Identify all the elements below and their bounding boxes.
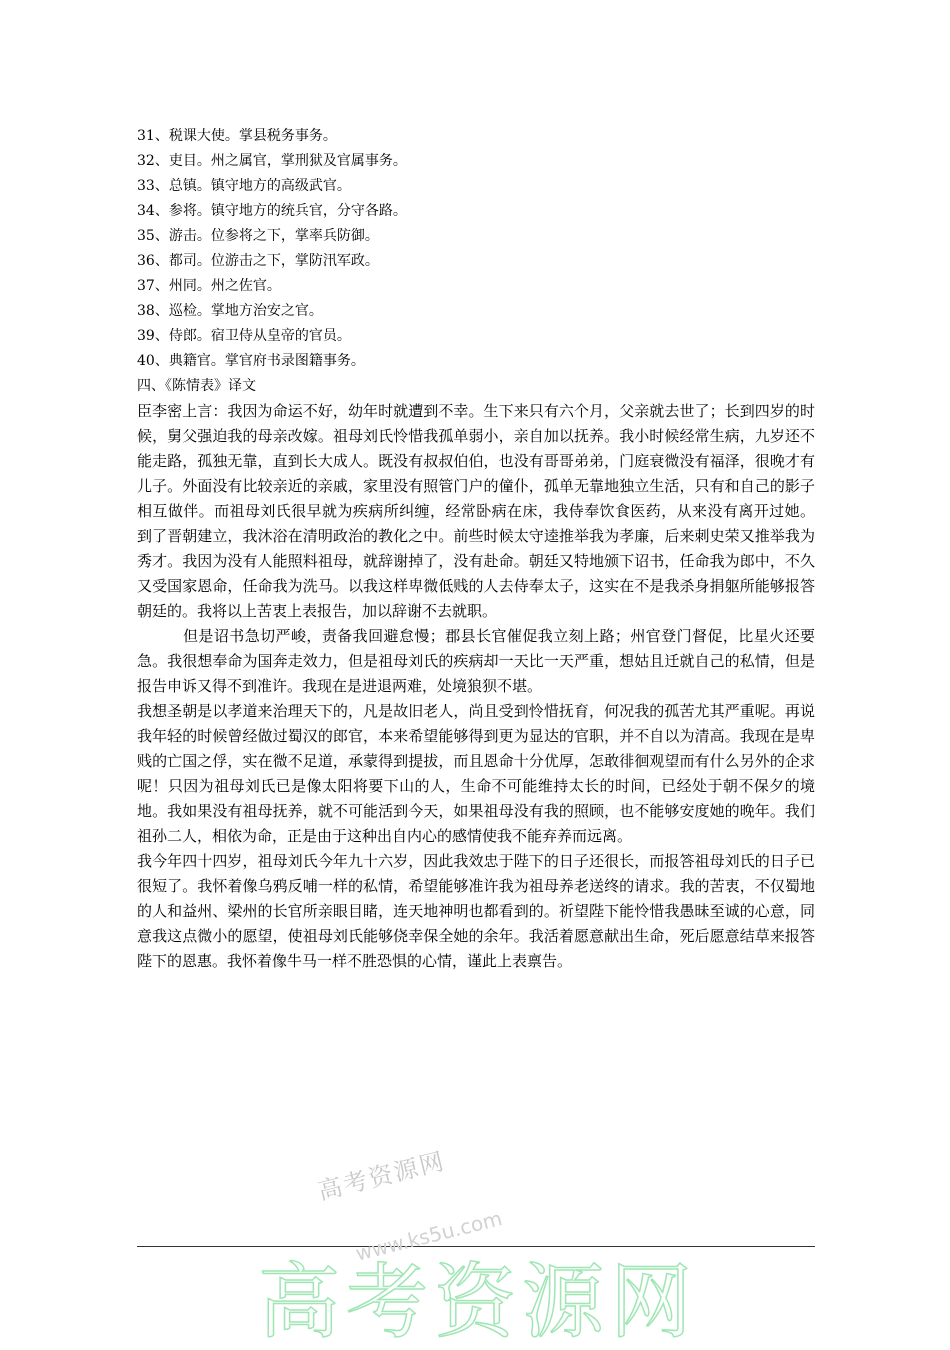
list-item: 36、都司。位游击之下，掌防汛军政。 bbox=[137, 253, 379, 269]
document-body bbox=[137, 124, 815, 974]
watermark-text: 高考资源网 bbox=[315, 1146, 449, 1206]
paragraph: 我想圣朝是以孝道来治理天下的，凡是故旧老人，尚且受到怜惜抚育，何况我的孤苦尤其严重呢。再说我年轻的时候曾经做过蜀汉的郎官，本来希望能够得到更为显达的官职，并不自以为清高。我现在是卑贱的亡国之俘，实在微不足道，承蒙得到提拔，而且恩命十分优厚，怎敢徘徊观望而有什么另外的企求呢！只因为祖母刘氏已是像太阳将要下山的人，生命不可能维持太长的时间，已经处于朝不保夕的境地。我如果没有祖母抚养，就不可能活到今天，如果祖母没有我的照顾，也不能够安度她的晚年。我们祖孙二人，相依为命，正是由于这种出自内心的感情使我不能弃养而远离。 bbox=[137, 702, 815, 845]
list-item: 31、税课大使。掌县税务事务。 bbox=[137, 128, 337, 144]
paragraph: 臣李密上言：我因为命运不好，幼年时就遭到不幸。生下来只有六个月，父亲就去世了；长到四岁的时候，舅父强迫我的母亲改嫁。祖母刘氏怜惜我孤单弱小，亲自加以抚养。我小时候经常生病，九岁还不能走路，孤独无靠，直到长大成人。既没有叔叔伯伯，也没有哥哥弟弟，门庭衰微没有福泽，很晚才有儿子。外面没有比较亲近的亲戚，家里没有照管门户的僮仆，孤单无靠地独立生活，只有和自己的影子相互做伴。而祖母刘氏很早就为疾病所纠缠，经常卧病在床，我侍奉饮食医药，从来没有离开过她。 到了晋朝建立，我沐浴在清明政治的教化之中。前些时候太守逵推举我为孝廉，后来刺史荣又推举我为秀才。我因为没有人能照料祖母，就辞谢掉了，没有赴命。朝廷又特地颁下诏书，任命我为郎中，不久又受国家恩命，任命我为洗马。以我这样卑微低贱的人去侍奉太子，这实在不是我杀身捐躯所能够报答朝廷的。我将以上苦衷上表报告，加以辞谢不去就职。 bbox=[137, 402, 815, 620]
paragraph: 但是诏书急切严峻，责备我回避怠慢；郡县长官催促我立刻上路；州官登门督促，比星火还要急。我很想奉命为国奔走效力，但是祖母刘氏的疾病却一天比一天严重，想姑且迁就自己的私情，但是报告申诉又得不到准许。我现在是进退两难，处境狼狈不堪。 bbox=[137, 627, 815, 695]
list-item: 38、巡检。掌地方治安之官。 bbox=[137, 303, 323, 319]
glossary-list bbox=[137, 124, 815, 374]
list-item: 34、参将。镇守地方的统兵官，分守各路。 bbox=[137, 203, 407, 219]
paragraph: 我今年四十四岁，祖母刘氏今年九十六岁，因此我效忠于陛下的日子还很长，而报答祖母刘氏的日子已很短了。我怀着像乌鸦反哺一样的私情，希望能够准许我为祖母养老送终的请求。我的苦衷，不仅蜀地的人和益州、梁州的长官所亲眼目睹，连天地神明也都看到的。祈望陛下能怜惜我愚昧至诚的心意，同意我这点微小的愿望，使祖母刘氏能够侥幸保全她的余年。我活着愿意献出生命，死后愿意结草来报答陛下的恩惠。我怀着像牛马一样不胜恐惧的心情，谨此上表禀告。 bbox=[137, 852, 815, 970]
list-item: 40、典籍官。掌官府书录图籍事务。 bbox=[137, 353, 365, 369]
list-item: 35、游击。位参将之下，掌率兵防御。 bbox=[137, 228, 379, 244]
list-item: 39、侍郎。宿卫侍从皇帝的官员。 bbox=[137, 328, 351, 344]
list-item: 32、吏目。州之属官，掌刑狱及官属事务。 bbox=[137, 153, 407, 169]
footer-divider bbox=[137, 1246, 815, 1247]
list-item: 33、总镇。镇守地方的高级武官。 bbox=[137, 178, 351, 194]
watermark-url: www.ks5u.com bbox=[353, 1206, 505, 1266]
section-heading: 四、《陈情表》译文 bbox=[137, 378, 256, 394]
watermark-logo: 高考资源网 bbox=[258, 1255, 699, 1350]
list-item: 37、州同。州之佐官。 bbox=[137, 278, 281, 294]
